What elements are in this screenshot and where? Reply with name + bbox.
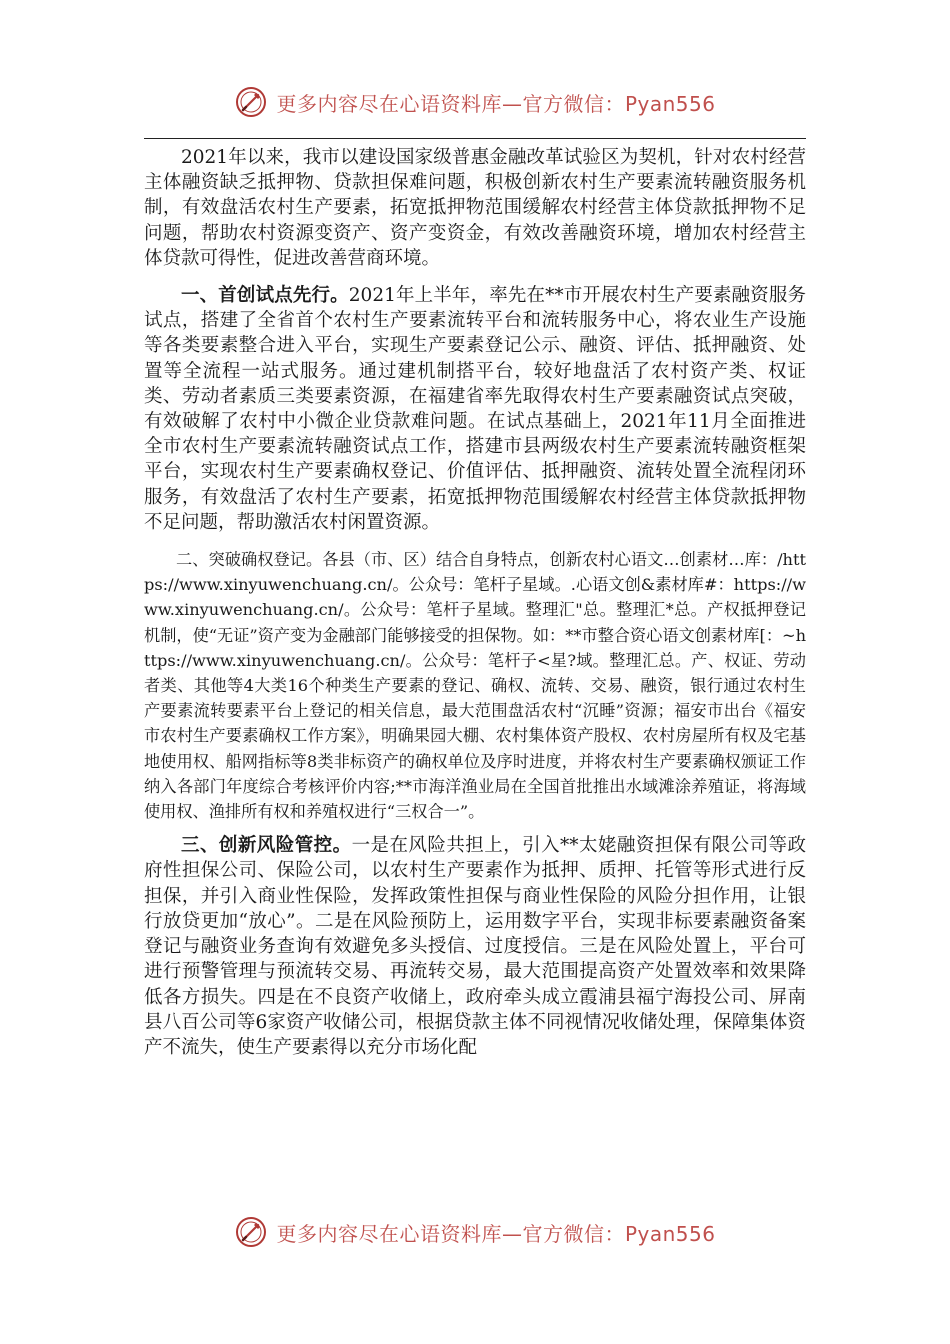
section-heading: 三、创新风险管控。 — [181, 835, 352, 857]
paragraph-text: 二、突破确权登记。各县（市、区）结合自身特点，创新农村心语文…创素材…库：/https://www.xinyuwenchuang.cn/。公众号：笔杆子星域。.心语文创&素材库#：https://www.xinyuwenchuang.cn/。公众号：笔杆子星域。整理汇"总。整理汇*总。产权抵押登记机制，使“无证”资产变为金融部门能够接受的担保物。如：**市整合资心语文创素材库[：~https://www.xinyuwenchuang.cn/。公众号：笔杆子<星?域。整理汇总。产、权证、劳动者类、其他等4大类16个种类生产要素的登记、确权、流转、交易、融资，银行通过农村生产要素流转要素平台上登记的相关信息，最大范围盘活农村“沉睡”资源；福安市出台《福安市农村生产要素确权工作方案》，明确果园大棚、农村集体资产股权、农村房屋所有权及宅基地使用权、船网指标等8类非标资产的确权单位及序时进度，并将农村生产要素确权颁证工作纳入各部门年度综合考核评价内容;**市海洋渔业局在全国首批推出水域滩涂养殖证，将海域使用权、渔排所有权和养殖权进行“三权合一”。 — [144, 550, 806, 822]
document-body — [144, 145, 806, 1060]
banner-text: 更多内容尽在心语资料库—官方微信：Pyan556 — [276, 1221, 716, 1246]
paragraph-section-2 — [144, 547, 806, 824]
section-heading: 一、首创试点先行。 — [181, 285, 349, 307]
header-rule — [144, 138, 806, 139]
paragraph-text: 一是在风险共担上，引入**太姥融资担保有限公司等政府性担保公司、保险公司，以农村生产要素作为抵押、质押、托管等形式进行反担保，并引入商业性保险，发挥政策性担保与商业性保险的风险分担作用，让银行放贷更加“放心”。二是在风险预防上，运用数字平台，实现非标要素融资备案登记与融资业务查询有效避免多头授信、过度授信。三是在风险处置上，平台可进行预警管理与预流转交易、再流转交易，最大范围提高资产处置效率和效果降低各方损失。四是在不良资产收储上，政府牵头成立霞浦县福宁海投公司、屏南县八百公司等6家资产收储公司，根据贷款主体不同视情况收储处理，保障集体资产不流失，使生产要素得以充分市场化配 — [144, 835, 806, 1058]
paragraph-text: 2021年以来，我市以建设国家级普惠金融改革试验区为契机，针对农村经营主体融资缺乏抵押物、贷款担保难问题，积极创新农村生产要素流转融资服务机制，有效盘活农村生产要素，拓宽抵押物范围缓解农村经营主体贷款抵押物不足问题，帮助农村资源变资产、资产变资金，有效改善融资环境，增加农村经营主体贷款可得性，促进改善营商环境。 — [144, 147, 806, 269]
banner-text: 更多内容尽在心语资料库—官方微信：Pyan556 — [276, 91, 716, 116]
paragraph-section-1 — [144, 283, 806, 535]
paragraph-text: 2021年上半年，率先在**市开展农村生产要素融资服务试点，搭建了全省首个农村生产要素流转平台和流转服务中心，将农业生产设施等各类要素整合进入平台，实现生产要素登记公示、融资、评估、抵押融资、处置等全流程一站式服务。通过建机制搭平台，较好地盘活了农村资产类、权证类、劳动者素质三类要素资源，在福建省率先取得农村生产要素融资试点突破，有效破解了农村中小微企业贷款难问题。在试点基础上，2021年11月全面推进全市农村生产要素流转融资试点工作，搭建市县两级农村生产要素流转融资框架平台，实现农村生产要素确权登记、价值评估、抵押融资、流转处置全流程闭环服务，有效盘活了农村生产要素，拓宽抵押物范围缓解农村经营主体贷款抵押物不足问题，帮助激活农村闲置资源。 — [144, 285, 806, 533]
brand-logo-icon — [234, 85, 268, 119]
header-banner — [0, 82, 950, 122]
brand-logo-icon — [234, 1215, 268, 1249]
paragraph-section-3 — [144, 833, 806, 1060]
footer-banner — [0, 1212, 950, 1252]
paragraph-intro — [144, 145, 806, 271]
